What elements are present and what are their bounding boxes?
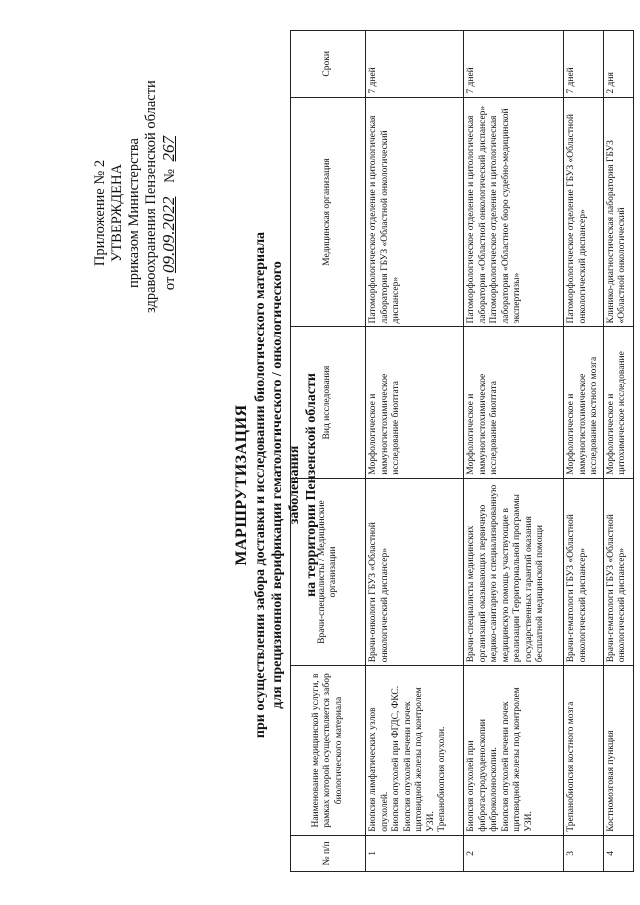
table-header-row <box>291 31 366 872</box>
study-cell: Морфологическое и иммуногистохимическое исследование костного мозга <box>566 356 599 475</box>
organization-cell: Патоморфологическое отделение и цитологическая лаборатория «Областной онкологический диспансер» Патоморфологическое отделение и цитологическая лаборатория «Областное бюро судебно-медицинской экспертизы» <box>466 105 522 324</box>
approval-line: приказом Министерства <box>126 138 142 288</box>
term-cell: 7 дней <box>368 67 378 94</box>
document-subtitle-line: при осуществлении забора доставки и исследовании биологического материала <box>253 231 268 739</box>
service-cell: Биопсия опухолей при фиброгастродуоденоскопии фиброколоноскопии. Биопсия опухолей печени почек щитовидной железы под контролем УЗИ. <box>466 687 534 832</box>
approval-line: здравоохранения Пензенской области <box>143 80 159 313</box>
organization-cell: Патоморфологическое отделение ГБУЗ «Областной онкологический диспансер» <box>566 114 588 324</box>
column-header-specialists: Врачи-специалисты / Медицинские организации <box>291 478 366 666</box>
document-title: МАРШРУТИЗАЦИЯ <box>233 404 250 566</box>
row-number: 2 <box>464 835 564 871</box>
service-cell: Костномозговая пункция <box>605 730 616 832</box>
specialists-cell: Врачи-специалисты медицинских организаций оказывающих первичную медико-санитарную и специализированную медицинскую помощь участвующие в реализации Территориальной программы государственных гарантий оказания бесплатной медицинской помощи <box>466 484 545 663</box>
table-row <box>464 31 564 872</box>
column-header-organization: Медицинская организация <box>291 97 366 327</box>
specialists-cell: Врачи-гематологи ГБУЗ «Областной онкологический диспансер» <box>605 514 627 663</box>
row-number: 1 <box>366 835 464 871</box>
date-prefix: от <box>162 276 178 291</box>
number-prefix: № <box>162 169 178 183</box>
service-cell: Трепанобиопсия костного мозга <box>566 701 576 832</box>
routing-table <box>290 30 634 872</box>
table-row <box>603 31 633 872</box>
term-cell: 7 дней <box>566 67 576 94</box>
table-row <box>366 31 464 872</box>
term-cell: 7 дней <box>466 67 476 94</box>
column-header-service: Наименование медицинской услуги, в рамках которой осуществляется забор биологического материала <box>291 666 366 835</box>
organization-cell: Клинико-диагностическая лаборатория ГБУЗ «Областной онкологический <box>605 140 627 324</box>
table-row <box>564 31 604 872</box>
organization-cell: Патоморфологическое отделение и цитологическая лаборатория ГБУЗ «Областной онкологический диспансер» <box>368 115 401 324</box>
service-cell: Биопсия лимфатических узлов опухолей. Биопсия опухолей при ФГДС, ФКС. Биопсия опухолей печени почек щитовидной железы под контролем УЗИ. Трепанобиопсия опухоли. <box>368 685 447 832</box>
column-header-number: № п/п <box>291 835 366 871</box>
study-cell: Морфологическое и иммуногистохимическое исследование биоптата <box>368 373 401 475</box>
document-subtitle-line: для прецизионной верификации гематологического / онкологического заболевания <box>270 261 302 709</box>
approval-line: УТВЕРЖДЕНА <box>109 164 125 262</box>
approval-stamp <box>92 80 179 313</box>
specialists-cell: Врачи-гематологи ГБУЗ «Областной онкологический диспансер» <box>566 514 588 663</box>
handwritten-date: 09.09.2022 <box>159 196 178 274</box>
column-header-term: Сроки <box>291 31 366 98</box>
term-cell: 2 дня <box>605 72 616 94</box>
handwritten-number: 267 <box>159 135 178 162</box>
column-header-study: Вид исследования <box>291 327 366 478</box>
row-number: 4 <box>603 835 633 871</box>
document-subtitle-line: на территории Пензенской области <box>304 373 319 597</box>
approval-line: Приложение № 2 <box>92 159 108 267</box>
row-number: 3 <box>564 835 604 871</box>
study-cell: Морфологическое и цитохимическое исследование <box>605 351 627 475</box>
approval-date-line <box>160 113 179 313</box>
study-cell: Морфологическое и иммуногистохимическое исследование биоптата <box>466 373 499 475</box>
specialists-cell: Врачи-онкологи ГБУЗ «Областной онкологический диспансер» <box>368 522 390 663</box>
